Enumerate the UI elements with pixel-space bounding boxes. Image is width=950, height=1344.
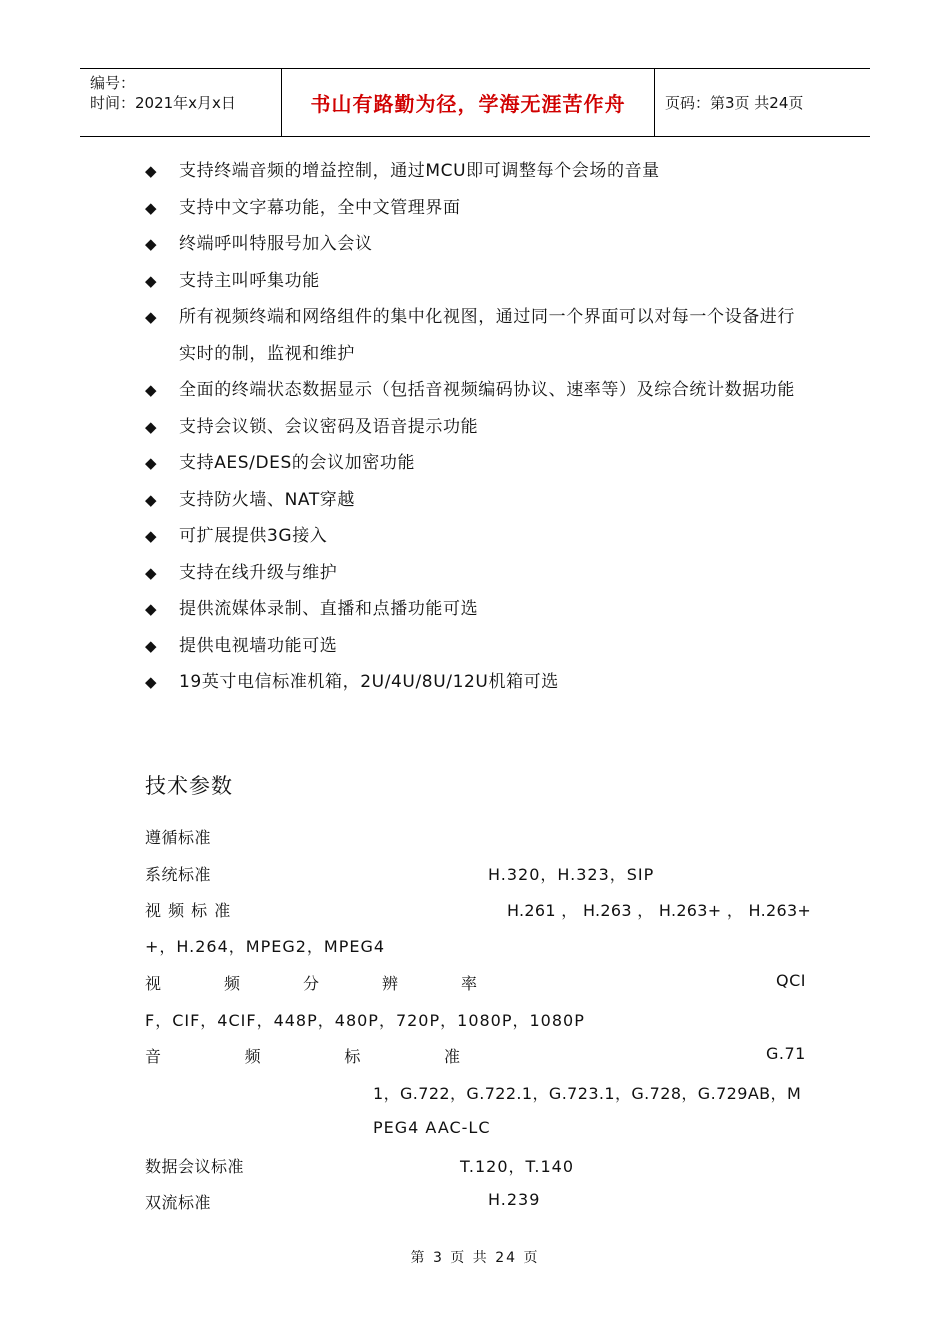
header-divider [654, 69, 655, 136]
list-item [145, 628, 810, 665]
list-item-text: 可扩展提供3G接入 [179, 526, 328, 546]
param-system-value: H.320，H.323，SIP [488, 865, 655, 884]
diamond-bullet-icon: ◆ [145, 673, 158, 691]
diamond-bullet-icon: ◆ [145, 600, 158, 618]
list-item-text: 所有视频终端和网络组件的集中化视图，通过同一个界面可以对每一个设备进行实时的制，监视和维护 [179, 307, 795, 364]
param-system-label: 系统标准 [145, 865, 212, 884]
list-item-text: 提供流媒体录制、直播和点播功能可选 [179, 599, 479, 619]
list-item-text: 支持防火墙、NAT穿越 [179, 489, 356, 510]
list-item [145, 190, 810, 227]
list-item [145, 482, 810, 519]
param-audio-cont: PEG4 AAC-LC [373, 1118, 491, 1137]
param-dual-label: 双流标准 [145, 1193, 212, 1212]
doc-number-label: 编号： [90, 74, 136, 92]
diamond-bullet-icon: ◆ [145, 454, 158, 472]
section-title: 技术参数 [145, 774, 233, 798]
page-header [80, 68, 870, 137]
list-item-text: 支持AES/DES的会议加密功能 [179, 453, 416, 473]
label-char: 频 [244, 1047, 261, 1066]
list-item [145, 299, 810, 372]
diamond-bullet-icon: ◆ [145, 308, 158, 326]
label-char: 辨 [381, 974, 398, 993]
param-data-value: T.120，T.140 [460, 1157, 575, 1176]
list-item-text: 支持在线升级与维护 [179, 562, 338, 583]
label-char: 标 [344, 1047, 361, 1066]
param-follow-standard: 遵循标准 [145, 828, 212, 847]
list-item-text: 支持终端音频的增益控制，通过MCU即可调整每个会场的音量 [179, 161, 660, 181]
diamond-bullet-icon: ◆ [145, 527, 158, 545]
diamond-bullet-icon: ◆ [145, 162, 158, 180]
param-dual-value: H.239 [488, 1190, 541, 1209]
param-resolution-value: QCI [776, 971, 806, 990]
diamond-bullet-icon: ◆ [145, 417, 158, 436]
param-audio-cont: 1，G.722，G.722.1，G.723.1，G.728，G.729AB，M [373, 1084, 802, 1103]
page-footer: 第 3 页 共 24 页 [410, 1250, 540, 1266]
param-video-value: H.261 ， H.263 ， H.263+ ， H.263+ [507, 901, 812, 920]
header-page-info: 页码：第3页 共24页 [665, 94, 804, 112]
list-item [145, 153, 810, 190]
list-item-text: 提供电视墙功能可选 [179, 635, 338, 656]
doc-time-label: 时间：2021年x月x日 [90, 94, 236, 112]
label-char: 率 [460, 974, 477, 993]
list-item [145, 409, 810, 446]
param-data-label: 数据会议标准 [145, 1157, 245, 1176]
label-char: 视 [145, 974, 162, 993]
list-item [145, 518, 810, 555]
param-video-label: 视 频 标 准 [145, 901, 232, 920]
param-audio-value: G.71 [766, 1044, 806, 1063]
label-char: 分 [302, 974, 319, 993]
diamond-bullet-icon: ◆ [145, 563, 158, 582]
list-item-text: 全面的终端状态数据显示（包括音视频编码协议、速率等）及综合统计数据功能 [179, 380, 795, 400]
list-item-text: 终端呼叫特服号加入会议 [179, 234, 373, 254]
list-item [145, 445, 810, 482]
label-char: 音 [145, 1047, 162, 1066]
diamond-bullet-icon: ◆ [145, 490, 158, 509]
diamond-bullet-icon: ◆ [145, 271, 158, 290]
header-meta [90, 73, 236, 113]
diamond-bullet-icon: ◆ [145, 381, 158, 399]
list-item [145, 591, 810, 628]
label-char: 准 [443, 1047, 460, 1066]
list-item-text: 支持中文字幕功能，全中文管理界面 [179, 197, 461, 218]
list-item-text: 19英寸电信标准机箱，2U/4U/8U/12U机箱可选 [179, 672, 559, 692]
list-item [145, 555, 810, 592]
list-item [145, 263, 810, 300]
feature-list [145, 153, 810, 701]
list-item-text: 支持主叫呼集功能 [179, 270, 320, 291]
list-item [145, 372, 810, 409]
param-video-cont: +，H.264，MPEG2，MPEG4 [145, 937, 386, 956]
list-item-text: 支持会议锁、会议密码及语音提示功能 [179, 416, 479, 437]
list-item [145, 664, 810, 701]
param-audio-label [145, 1044, 460, 1067]
header-motto: 书山有路勤为径，学海无涯苦作舟 [310, 92, 626, 116]
diamond-bullet-icon: ◆ [145, 198, 158, 217]
param-resolution-cont: F，CIF，4CIF，448P，480P，720P，1080P，1080P [145, 1011, 585, 1030]
label-char: 频 [223, 974, 240, 993]
diamond-bullet-icon: ◆ [145, 235, 158, 253]
param-resolution-label [145, 971, 477, 994]
list-item [145, 226, 810, 263]
diamond-bullet-icon: ◆ [145, 636, 158, 655]
